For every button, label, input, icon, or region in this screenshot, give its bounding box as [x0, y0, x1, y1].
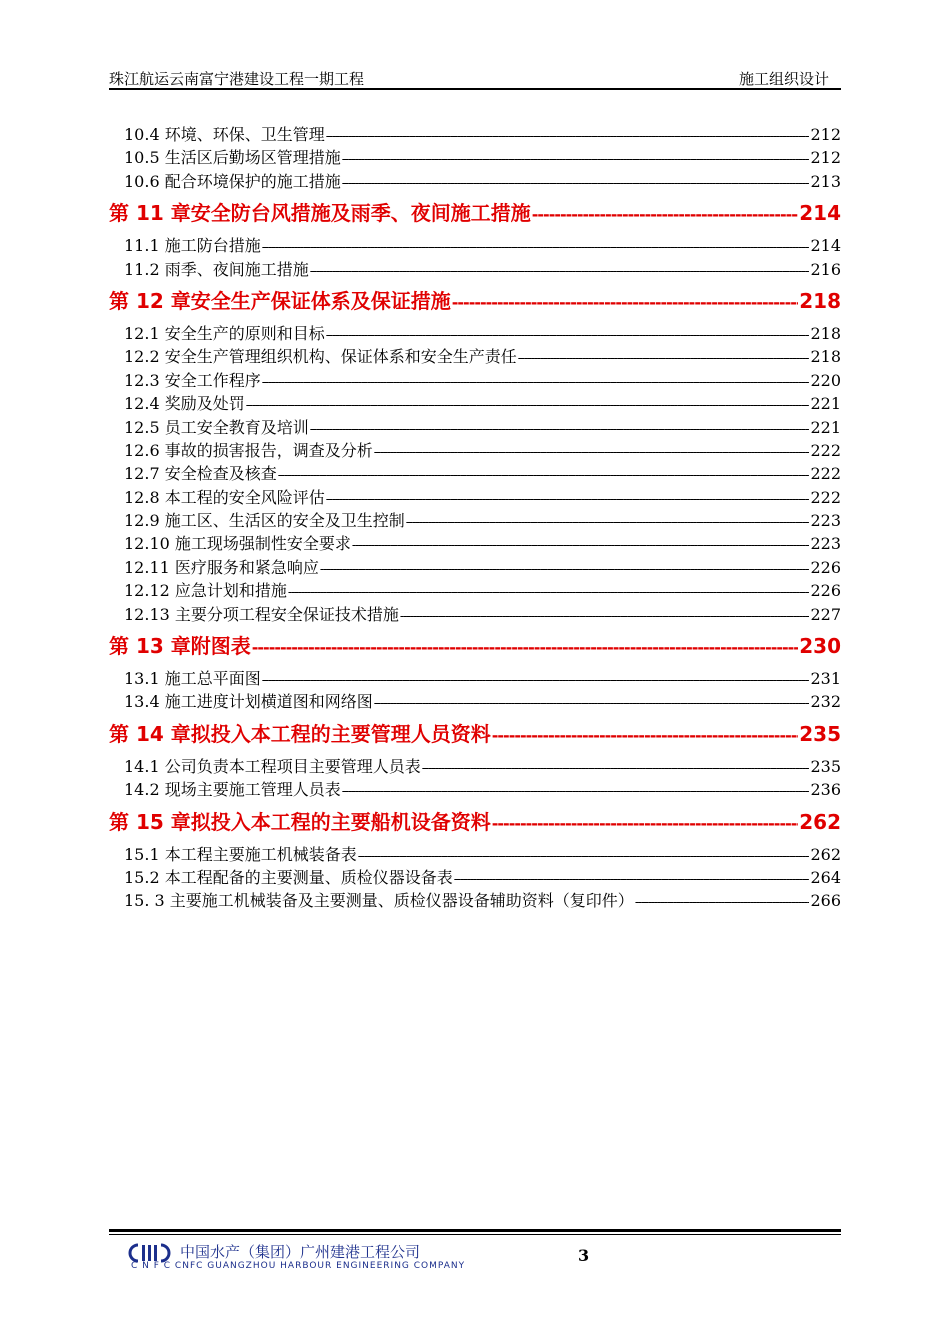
- toc-entry[interactable]: [109, 234, 841, 257]
- toc-entry-page: 226: [810, 581, 841, 601]
- toc-entry-page: 227: [810, 604, 841, 624]
- company-name-cn: 中国水产（集团）广州建港工程公司: [180, 1243, 421, 1261]
- toc-chapter-title: 拟投入本工程的主要船机设备资料: [190, 809, 491, 834]
- toc-chapter-title: 安全防台风措施及雨季、夜间施工措施: [190, 201, 531, 226]
- project-title: 珠江航运云南富宁港建设工程一期工程: [109, 70, 365, 88]
- toc-entry-label: 12.2 安全生产管理组织机构、保证体系和安全生产责任: [124, 347, 517, 367]
- toc-entry-page: 222: [810, 440, 841, 460]
- toc-entry-label: 12.1 安全生产的原则和目标: [124, 323, 325, 343]
- toc-chapter-number: 第 13 章: [109, 634, 191, 659]
- toc-entry-page: 218: [810, 323, 841, 343]
- toc-entry-page: 222: [810, 464, 841, 484]
- toc-leader: [454, 868, 810, 889]
- toc-leader: [262, 371, 810, 392]
- toc-entry-label: 10.5 生活区后勤场区管理措施: [124, 148, 341, 168]
- toc-entry-page: 223: [810, 534, 841, 554]
- toc-entry-label: 12.8 本工程的安全风险评估: [124, 487, 325, 507]
- toc-chapter[interactable]: [109, 284, 841, 319]
- toc-leader: [532, 197, 798, 231]
- toc-entry-page: 222: [810, 487, 841, 507]
- toc-chapter-page: 218: [799, 288, 841, 313]
- toc-entry-label: 12.11 医疗服务和紧急响应: [124, 557, 319, 577]
- page-header: [109, 66, 841, 90]
- toc-chapter-title: 拟投入本工程的主要管理人员资料: [190, 721, 491, 746]
- toc-chapter[interactable]: [109, 629, 841, 664]
- toc-entry[interactable]: [109, 509, 841, 532]
- toc-entry[interactable]: [109, 667, 841, 690]
- toc-entry-page: 213: [810, 171, 841, 191]
- toc-chapter-title: 附图表: [190, 634, 251, 659]
- toc-leader: [326, 324, 810, 345]
- toc-entry-label: 15.1 本工程主要施工机械装备表: [124, 844, 357, 864]
- toc-entry-page: 216: [810, 259, 841, 279]
- toc-entry-page: 212: [810, 125, 841, 144]
- toc-entry-label: 14.1 公司负责本工程项目主要管理人员表: [124, 756, 421, 776]
- toc-entry-page: 232: [810, 692, 841, 712]
- toc-entry-page: 235: [810, 756, 841, 776]
- toc-entry-page: 236: [810, 780, 841, 800]
- toc-leader: [518, 347, 810, 368]
- toc-entry-label: 13.4 施工进度计划横道图和网络图: [124, 692, 373, 712]
- toc-entry[interactable]: [109, 146, 841, 169]
- toc-entry-label: 12.5 员工安全教育及培训: [124, 417, 309, 437]
- toc-entry-label: 11.1 施工防台措施: [124, 236, 261, 256]
- toc-entry-label: 14.2 现场主要施工管理人员表: [124, 780, 341, 800]
- toc-leader: [326, 488, 810, 509]
- toc-chapter[interactable]: [109, 805, 841, 840]
- footer-rule-thick: [109, 1229, 841, 1232]
- footer-rule-thin: [109, 1234, 841, 1235]
- toc-leader: [400, 605, 810, 626]
- toc-chapter-page: 230: [799, 634, 841, 659]
- toc-entry[interactable]: [109, 532, 841, 555]
- toc-leader: [374, 441, 810, 462]
- toc-leader: [422, 757, 810, 778]
- toc-entry[interactable]: [109, 843, 841, 866]
- toc-entry[interactable]: [109, 889, 841, 912]
- toc-entry-page: 212: [810, 148, 841, 168]
- toc-leader: [262, 669, 810, 690]
- table-of-contents: [109, 123, 841, 913]
- toc-chapter[interactable]: [109, 196, 841, 231]
- toc-leader: [342, 172, 810, 193]
- toc-entry[interactable]: [109, 439, 841, 462]
- toc-entry[interactable]: [109, 258, 841, 281]
- toc-entry[interactable]: [109, 603, 841, 626]
- toc-entry-label: 12.13 主要分项工程安全保证技术措施: [124, 604, 399, 624]
- toc-leader: [288, 581, 810, 602]
- toc-entry-page: 262: [810, 844, 841, 864]
- toc-entry-label: 15.2 本工程配备的主要测量、质检仪器设备表: [124, 867, 453, 887]
- toc-chapter-page: 262: [799, 809, 841, 834]
- toc-entry[interactable]: [109, 579, 841, 602]
- toc-chapter-title: 安全生产保证体系及保证措施: [190, 288, 451, 313]
- footer-rule: [109, 1229, 841, 1235]
- toc-chapter-page: 214: [799, 201, 841, 226]
- toc-entry-label: 12.4 奖励及处罚: [124, 394, 245, 414]
- toc-entry[interactable]: [109, 690, 841, 713]
- toc-leader: [278, 464, 810, 485]
- toc-entry-page: 231: [810, 669, 841, 689]
- toc-entry-label: 12.3 安全工作程序: [124, 370, 261, 390]
- toc-entry-page: 220: [810, 370, 841, 390]
- toc-entry-label: 12.6 事故的损害报告，调查及分析: [124, 440, 373, 460]
- toc-entry[interactable]: [109, 866, 841, 889]
- toc-chapter-number: 第 15 章: [109, 809, 191, 834]
- toc-leader: [635, 891, 810, 912]
- toc-leader: [358, 845, 810, 866]
- toc-entry-label: 11.2 雨季、夜间施工措施: [124, 259, 309, 279]
- toc-leader: [310, 260, 810, 281]
- toc-chapter-number: 第 12 章: [109, 288, 191, 313]
- toc-chapter[interactable]: [109, 717, 841, 752]
- toc-entry[interactable]: [109, 392, 841, 415]
- toc-entry[interactable]: [109, 778, 841, 801]
- toc-leader: [310, 418, 810, 439]
- company-name-en: C N F C CNFC GUANGZHOU HARBOUR ENGINEERING COMPANY: [131, 1261, 466, 1271]
- toc-entry-label: 12.7 安全检查及核查: [124, 464, 277, 484]
- toc-leader: [320, 558, 810, 579]
- toc-entry[interactable]: [109, 345, 841, 368]
- toc-leader: [406, 511, 810, 532]
- toc-leader: [374, 692, 810, 713]
- toc-entry[interactable]: [109, 170, 841, 193]
- toc-leader: [492, 718, 798, 752]
- toc-chapter-number: 第 11 章: [109, 201, 191, 226]
- toc-entry-label: 12.9 施工区、生活区的安全及卫生控制: [124, 511, 405, 531]
- toc-entry[interactable]: [109, 755, 841, 778]
- toc-entry-page: 266: [810, 891, 841, 911]
- toc-entry[interactable]: [109, 416, 841, 439]
- toc-leader: [326, 125, 810, 146]
- toc-entry-page: 221: [810, 417, 841, 437]
- toc-leader: [246, 394, 810, 415]
- toc-leader: [492, 806, 798, 840]
- page-number: 3: [578, 1246, 590, 1265]
- toc-leader: [342, 148, 810, 169]
- toc-entry-label: 13.1 施工总平面图: [124, 669, 261, 689]
- toc-entry-page: 264: [810, 867, 841, 887]
- toc-entry-label: 15. 3 主要施工机械装备及主要测量、质检仪器设备辅助资料（复印件）: [124, 891, 634, 911]
- toc-entry-page: 223: [810, 511, 841, 531]
- cnfc-logo-icon: [128, 1243, 174, 1263]
- toc-entry-page: 214: [810, 236, 841, 256]
- toc-entry[interactable]: [109, 369, 841, 392]
- toc-entry-label: 10.6 配合环境保护的施工措施: [124, 171, 341, 191]
- toc-entry-page: 221: [810, 394, 841, 414]
- toc-leader: [352, 534, 810, 555]
- toc-entry[interactable]: [109, 462, 841, 485]
- toc-entry[interactable]: [109, 123, 841, 146]
- toc-entry[interactable]: [109, 486, 841, 509]
- toc-chapter-page: 235: [799, 721, 841, 746]
- toc-leader: [252, 630, 798, 664]
- toc-leader: [452, 285, 798, 319]
- toc-entry-label: 12.10 施工现场强制性安全要求: [124, 534, 351, 554]
- toc-entry-page: 226: [810, 557, 841, 577]
- toc-leader: [262, 236, 810, 257]
- toc-entry[interactable]: [109, 322, 841, 345]
- document-title: 施工组织设计: [738, 70, 829, 88]
- toc-leader: [342, 780, 810, 801]
- toc-entry-page: 218: [810, 347, 841, 367]
- toc-entry-label: 10.4 环境、环保、卫生管理: [124, 125, 325, 144]
- toc-chapter-number: 第 14 章: [109, 721, 191, 746]
- toc-entry[interactable]: [109, 556, 841, 579]
- toc-entry-label: 12.12 应急计划和措施: [124, 581, 287, 601]
